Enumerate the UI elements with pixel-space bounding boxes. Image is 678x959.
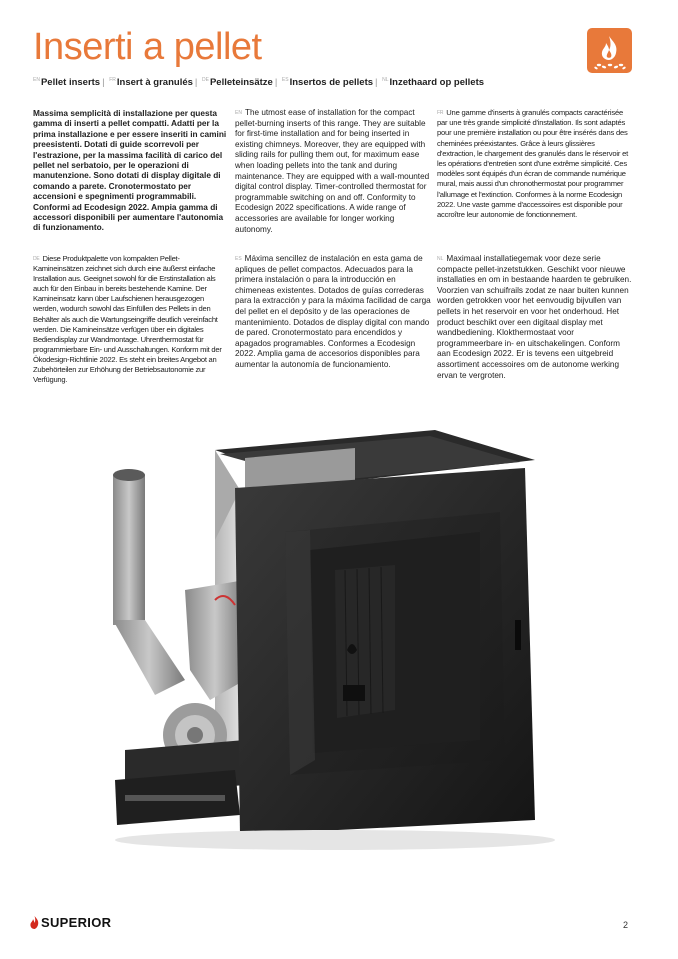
description-fr: $^{FR}$ Une gamme d'inserts à granulés compacts caractérisée par une très grande simplicité d'installation. Ils sont adaptés pour une première installation ou pour être insérés dans des cheminées préexistantes. Grâce à leurs glissières d'extraction, le chargement des granulés dans le réservoir et les opérations d'entretien sont d'une extrême simplicité. Ces modèles sont équipés d'un écran de commande numérique mural, mais aussi d'un chronothermostat pour programmer l'allumage et l'extinction. Conformes à la norme Ecodesign 2022. Une vaste gamme d'accessoires est disponible pour accroître leur autonomie de fonctionnement. (437, 108, 629, 220)
description-it: Massima semplicità di installazione per questa gamma di inserti a pellet compatti. Adatti per la prima installazione e per essere inseriti in camini preesistenti. Dotati di guide scorrevoli per l'estrazione, per la massima facilità di carico del pellet nel serbatoio, per le operazioni di manutenzione. Sono dotati di display digitale di comando a parete. Cronotermostato per accensioni e spegnimenti programmabili. Conformi ad Ecodesign 2022. Ampia gamma di accessori disponibili per aumentare l'autonomia di funzionamento. (33, 108, 227, 233)
subtitle-de: $^{DE}$Pelleteinsätze (202, 77, 273, 89)
subtitle-nl: $^{NL}$Inzethaard op pellets (382, 77, 485, 89)
language-subtitles: $^{EN}$Pellet inserts | $^{FR}$Insert à granulés | $^{DE}$Pelleteinsätze | $^{ES}$Insertos de pellets | $^{NL}$Inzethaard op pellets (33, 77, 485, 89)
subtitle-en: $^{EN}$Pellet inserts (33, 77, 101, 89)
pellet-insert-image (95, 420, 565, 855)
brand-logo: SUPERIOR (30, 915, 111, 930)
page-title: Inserti a pellet (33, 26, 262, 68)
description-nl: $^{NL}$ Maximaal installatiegemak voor deze serie compacte pellet-inzetstukken. Geschikt voor nieuwe installaties en om in bestaande haarden te gebruiken. Voorzien van schuifrails zodat ze naar buiten kunnen worden getrokken voor het eenvoudig bijvullen van pellets in het reservoir en voor het onderhoud. Het product beschikt over een digitaal display met wandbediening. Klokthermostaat voor programmeerbare in- en uitschakelingen. Conform aan Ecodesign 2022. Er is tevens een uitgebreid assortiment accessoires om de autonome werking ervan te vergroten. (437, 254, 632, 380)
brand-flame-icon (30, 916, 39, 929)
description-es: $^{ES}$ Máxima sencillez de instalación en esta gama de apliques de pellet compactos. Adecuados para la primera instalación o para la introducción en chimeneas existentes. Dotados de guías correderas para la extracción y para la máxima facilidad de carga del pellet en el depósito y de las operaciones de mantenimiento. Dotados de display digital con mando de pared. Cronotermostato para encendidos y apagados programables. Conformes a Ecodesign 2022. Amplia gama de accesorios disponibles para aumentar la autonomía de funcionamiento. (235, 254, 431, 369)
description-en: $^{EN}$ The utmost ease of installation for the compact pellet-burning inserts of this range. They are suitable for first-time installation and for being inserted in existing chimneys. Moreover, they are equipped with sliding rails for pulling them out, for maximum ease when loading pellets into the tank and during maintenance. They are equipped with a wall-mounted digital control display. Timer-controlled thermostat for programmable switching on and off. Conformity to Ecodesign 2022 specifications. A wide range of accessories are available for longer working autonomy. (235, 108, 430, 234)
page-number: 2 (622, 920, 628, 930)
subtitle-fr: $^{FR}$Insert à granulés (109, 77, 193, 89)
subtitle-es: $^{ES}$Insertos de pellets (281, 77, 374, 89)
pellet-flame-icon (587, 28, 632, 73)
description-de: $^{DE}$ Diese Produktpalette von kompakten Pellet-Kamineinsätzen zeichnet sich durch eine äußerst einfache Installation aus. Geeignet sowohl für die Erstinstallation als auch für den Einbau in bereits bestehende Kamine. Der Kamineinsatz kann über Laufschienen herausgezogen werden, wodurch sowohl das Einfüllen des Pellets in den Behälter als auch die Wartungseingriffe deutlich vereinfacht werden. Die Kamineinsätze verfügen über ein digitales Bediendisplay zur Wandmontage. Uhrenthermostat für programmierbare Ein- und Ausschaltungen. Konform mit der Ökodesign-Richtlinie 2022. Es steht ein breites Angebot an Zubehörteilen zur Erhöhung der Betriebsautonomie zur Verfügung. (33, 254, 222, 385)
